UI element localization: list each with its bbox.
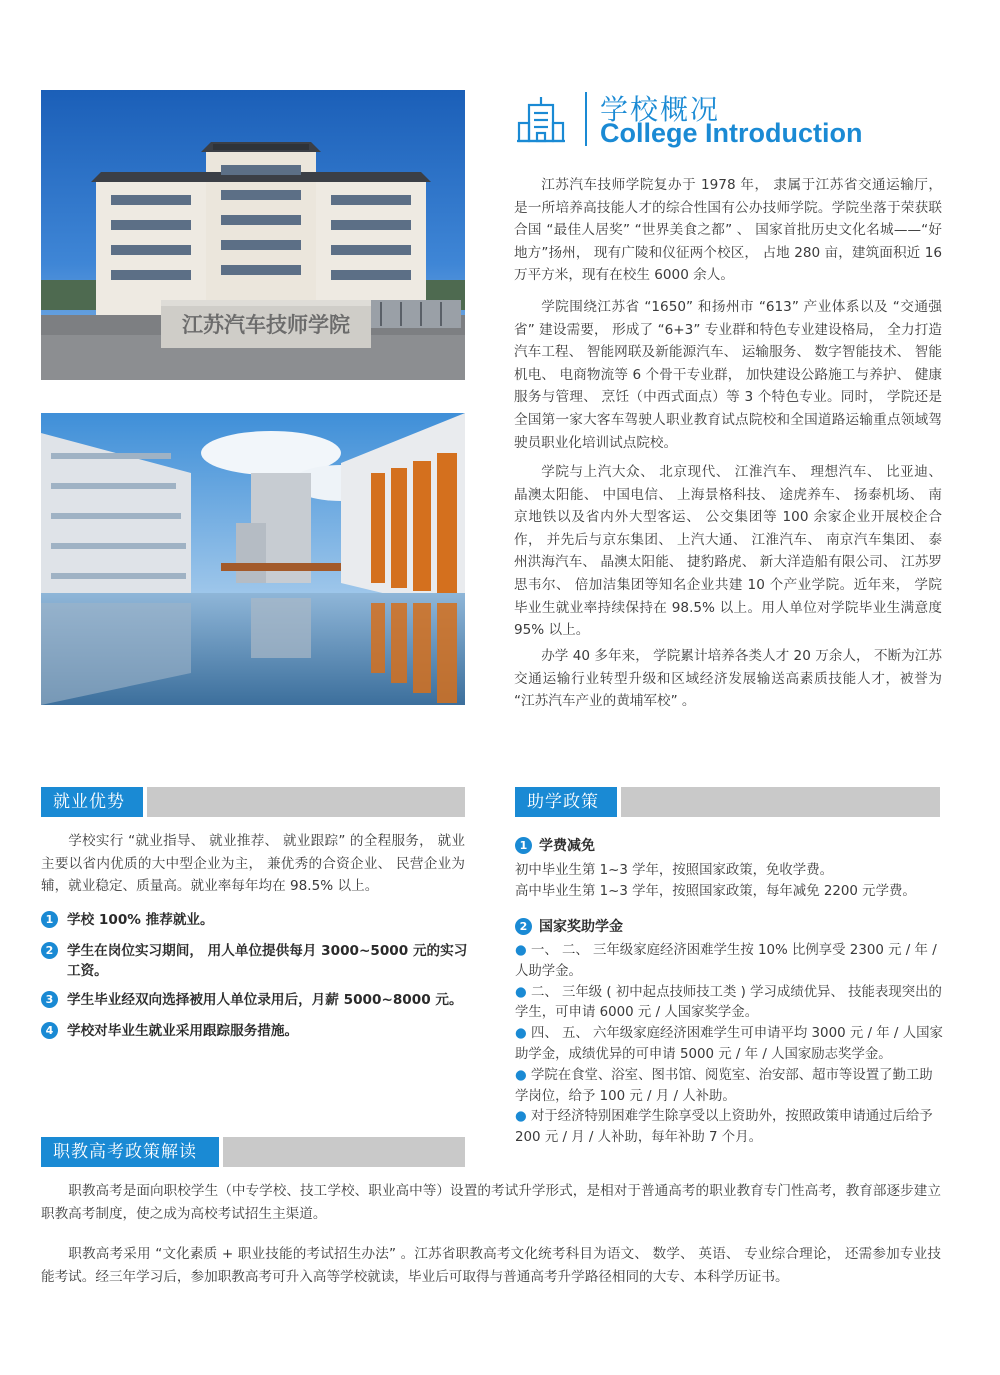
bullet-dot: ● [515, 943, 527, 958]
aid-subheading [515, 836, 595, 856]
intro-title-cn: 学校概况 [600, 93, 721, 126]
intro-title-en: College Introduction [600, 118, 863, 148]
employment-item-text: 学生毕业经双向选择被用人单位录用后，月薪 5000~8000 元。 [67, 992, 463, 1008]
exam-section-header [41, 1137, 465, 1167]
list-item: ● 二、 三年级 ( 初中起点技师技工类 ) 学习成绩优异、 技能表现突出的学生，可申请 6000 元 / 人国家奖学金。 [515, 984, 942, 1021]
exam-paragraph: 职教高考采用 “文化素质 + 职业技能的考试招生办法” 。江苏省职教高考文化统考科目为语文、 数学、 英语、 专业综合理论， 还需参加专业技能考试。经三年学习后，参加职教高考可升入高等学校就读，毕业后可取得与普通高考升学路径相同的大专、本科学历证书。 [41, 1246, 941, 1285]
employment-paragraph: 学校实行 “就业指导、 就业推荐、 就业跟踪” 的全程服务， 就业主要以省内优质的大中型企业为主， 兼优秀的合资企业、 民营企业为辅，就业稳定、质量高。就业率每年均在 98.5% 以上。 [41, 833, 465, 895]
bullet-dot: ● [515, 1026, 527, 1042]
employment-item [41, 990, 471, 1010]
list-item: ● 四、 五、 六年级家庭经济困难学生可申请平均 3000 元 / 年 / 人国家助学金，成绩优异的可申请 5000 元 / 年 / 人国家励志奖学金。 [515, 1026, 943, 1062]
list-item: ● 对于经济特别困难学生除享受以上资助外，按照政策申请通过后给予 200 元 / 月 / 人补助，每年补助 7 个月。 [515, 1109, 933, 1146]
number-badge: 3 [41, 991, 58, 1008]
exam-paragraph: 职教高考是面向职校学生（中专学校、技工学校、职业高中等）设置的考试升学形式，是相对于普通高考的职业教育专门性高考，教育部逐步建立职教高考制度，使之成为高校考试招生主渠道。 [41, 1183, 941, 1222]
employment-item-text: 学校 100% 推荐就业。 [67, 912, 214, 928]
list-item: ● 一、 二、 三年级家庭经济困难学生按 10% 比例享受 2300 元 / 年 / 人助学金。 [515, 943, 937, 979]
aid-subheading-text: 学费减免 [539, 838, 595, 854]
campus-pool-photo [41, 413, 465, 705]
employment-section-header [41, 787, 465, 817]
intro-paragraph: 学院围绕江苏省 “1650” 和扬州市 “613” 产业体系以及 “交通强省” 建设需要， 形成了 “6+3” 专业群和特色专业建设格局， 全力打造汽车工程、 智能网联及新能源汽车、 运输服务、 数字智能技术、 智能机电、 电商物流等 6 个骨干专业群， 加快建设公路施工与养护、 健康服务与管理、 烹饪（中西式面点）等 3 个特色专业。同时， 学院还是全国第一家大客车驾驶人职业教育试点院校和全国道路运输重点领域驾驶员职业化培训试点院校。 [514, 299, 942, 451]
employment-item [41, 1021, 471, 1041]
bullet-dot: ● [515, 1067, 527, 1083]
campus-sign-text: 江苏汽车技师学院 [182, 312, 350, 337]
number-badge: 2 [41, 942, 58, 959]
intro-paragraph: 学院与上汽大众、 北京现代、 江淮汽车、 理想汽车、 比亚迪、 晶澳太阳能、 中国电信、 上海景格科技、 途虎养车、 扬泰机场、 南京地铁以及省内外大型客运、 公交集团等 100 余家企业开展校企合作， 并先后与京东集团、 上汽大通、 江淮汽车、 南京汽车集团、 泰州洪海汽车、 晶澳太阳能、 捷豹路虎、 新大洋造船有限公司、 江苏罗思韦尔、 倍加洁集团等知名企业共建 10 个产业学院。近年来， 学院毕业生就业率持续保持在 98.5% 以上。用人单位对学院毕业生满意度 95% 以上。 [514, 464, 942, 639]
intro-paragraph: 江苏汽车技师学院复办于 1978 年， 隶属于江苏省交通运输厅， 是一所培养高技能人才的综合性国有公办技师学院。学院坐落于荣获联合国 “最佳人居奖” “世界美食之都” 、 国家首批历史文化名城——“好地方”扬州， 现有广陵和仪征两个校区， 占地 280 亩，建筑面积近 16 万平方米，现有在校生 6000 余人。 [514, 177, 942, 284]
employment-item [41, 941, 471, 981]
aid-subheading-text: 国家奖助学金 [539, 919, 623, 935]
aid-subheading [515, 917, 623, 937]
number-badge: 1 [515, 837, 532, 854]
number-badge: 1 [41, 911, 58, 928]
employment-item-text: 学校对毕业生就业采用跟踪服务措施。 [67, 1023, 299, 1039]
employment-item [41, 910, 471, 930]
aid-section-title: 助学政策 [515, 787, 617, 817]
bullet-dot: ● [515, 1109, 527, 1125]
number-badge: 4 [41, 1022, 58, 1039]
intro-paragraph: 办学 40 多年来， 学院累计培养各类人才 20 万余人， 不断为江苏交通运输行业转型升级和区域经济发展输送高素质技能人才，被誉为 “江苏汽车产业的黄埔军校” 。 [514, 648, 942, 710]
list-item: ● 学院在食堂、浴室、图书馆、阅览室、治安部、超市等设置了勤工助学岗位，给予 100 元 / 月 / 人补助。 [515, 1067, 933, 1104]
employment-item-text: 学生在岗位实习期间， 用人单位提供每月 3000~5000 元的实习工资。 [67, 943, 468, 979]
tuition-line: 高中毕业生第 1~3 学年，按照国家政策，每年减免 2200 元学费。 [515, 884, 916, 899]
tuition-line: 初中毕业生第 1~3 学年，按照国家政策，免收学费。 [515, 863, 833, 878]
aid-section-header [515, 787, 940, 817]
campus-building-photo [41, 90, 465, 380]
exam-section-title: 职教高考政策解读 [41, 1137, 219, 1167]
scholarship-list [515, 941, 943, 1149]
title-divider [585, 92, 587, 146]
building-icon [515, 93, 567, 145]
employment-section-title: 就业优势 [41, 787, 143, 817]
bullet-dot: ● [515, 984, 527, 1000]
number-badge: 2 [515, 918, 532, 935]
